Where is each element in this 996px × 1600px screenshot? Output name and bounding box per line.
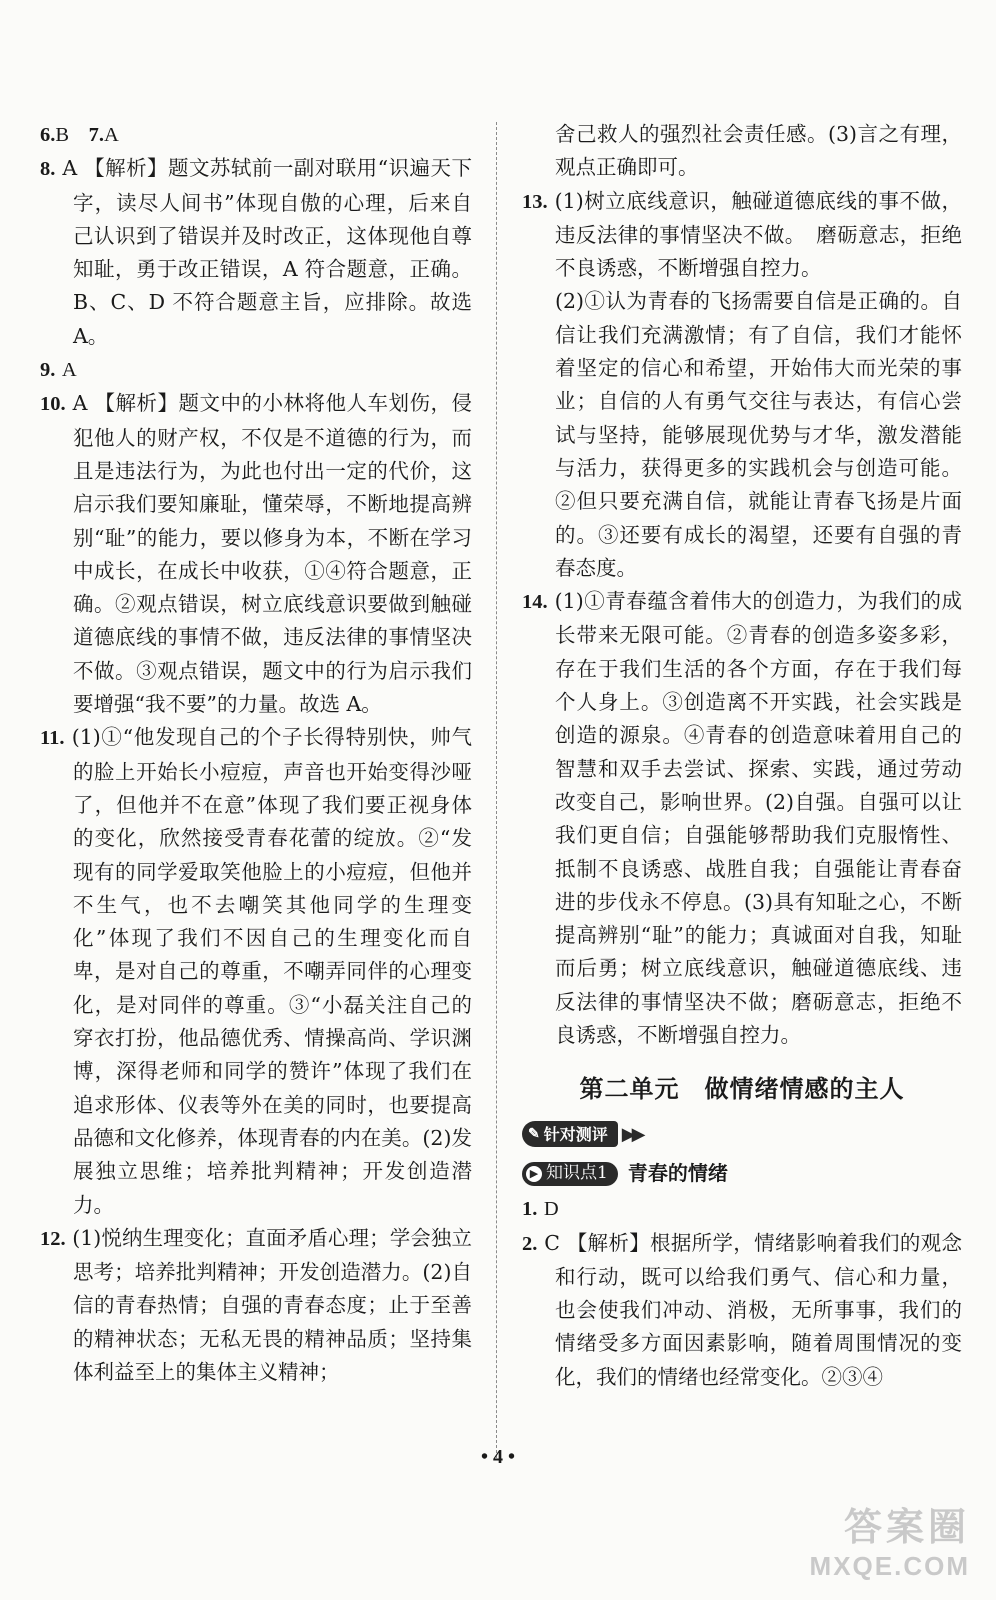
answer-14 [522, 585, 962, 1052]
answer-11 [40, 721, 472, 1221]
answer-12-continued: 舍己救人的强烈社会责任感。(3)言之有理，观点正确即可。 [555, 122, 962, 180]
section-header [522, 1118, 962, 1151]
question-number: 6. [40, 124, 56, 146]
play-icon: ▶ [526, 1166, 542, 1182]
left-column [40, 118, 472, 1389]
answer-2 [522, 1227, 962, 1394]
answer-1 [522, 1192, 962, 1226]
question-number: 8. [40, 158, 56, 181]
answer-text: A 【解析】题文苏轼前一副对联用“识遍天下字，读尽人间书”体现自傲的心理，后来自己认识到了错误并及时改正，这体现他自尊知耻，勇于改正错误，A 符合题意，正确。B、C、D 不符合题意主旨，应排除。故选 A。 [62, 156, 472, 348]
knowledge-point-badge [522, 1162, 618, 1186]
question-number: 13. [522, 190, 548, 213]
answer-text: A [104, 124, 119, 146]
column-divider [496, 122, 497, 1458]
question-number: 11. [40, 727, 65, 750]
watermark-logo-text: 答案圈 [843, 1507, 970, 1549]
question-number: 9. [40, 359, 56, 382]
answer-13-part2: (2)①认为青春的飞扬需要自信是正确的。自信让我们充满激情；有了自信，我们才能怀着坚定的信心和希望，开始伟大而光荣的事业；自信的人有勇气交往与表达，有信心尝试与坚持，能够展现优势与才华，激发潜能与活力，获得更多的实践机会与创造可能。②但只要充满自信，就能让青春飞扬是片面的。③还要有成长的渴望，还要有自强的青春态度。 [555, 289, 962, 580]
answer-13 [522, 185, 962, 286]
answer-text: A [61, 359, 77, 382]
pen-icon: ✎ [528, 1125, 540, 1142]
question-number: 1. [522, 1198, 538, 1221]
question-number: 2. [522, 1232, 538, 1255]
knowledge-point-title: 青春的情绪 [627, 1160, 728, 1185]
knowledge-point-label: 知识点1 [546, 1162, 608, 1183]
answer-text: (1)悦纳生理变化；直面矛盾心理；学会独立思考；培养批判精神；开发创造潜力。(2)自信的青春热情；自强的青春态度；止于至善的精神状态；无私无畏的精神品质；坚持集体利益至上的集体主义精神； [72, 1225, 472, 1384]
answer-12 [40, 1222, 472, 1389]
unit-title: 第二单元 做情绪情感的主人 [579, 1074, 905, 1104]
question-number: 14. [522, 591, 548, 614]
answer-10 [40, 387, 472, 721]
answer-8 [40, 152, 472, 353]
double-arrow-icon: ▶▶ [621, 1123, 642, 1145]
knowledge-point-header [522, 1157, 962, 1190]
answer-text: (1)①青春蕴含着伟大的创造力，为我们的成长带来无限可能。②青春的创造多姿多彩，存在于我们生活的各个方面，存在于我们每个人身上。③创造离不开实践，社会实践是创造的源泉。④青春的创造意味着用自己的智慧和双手去尝试、探索、实践，通过劳动改变自己，影响世界。(2)自强。自强可以让我们更自信；自强能够帮助我们克服惰性、抵制不良诱惑、战胜自我；自强能让青春奋进的步伐永不停息。(3)具有知耻之心，不断提高辨别“耻”的能力；真诚面对自我，知耻而后勇；树立底线意识，触碰道德底线、违反法律的事情坚决不做；磨砺意志，拒绝不良诱惑，不断增强自控力。 [554, 589, 962, 1048]
section-badge-label: 针对测评 [543, 1124, 608, 1144]
question-number: 7. [88, 124, 104, 146]
answer-9 [40, 353, 472, 387]
section-badge [522, 1121, 618, 1147]
question-number: 12. [40, 1227, 66, 1250]
right-column [522, 118, 962, 1394]
question-number: 10. [40, 393, 66, 416]
answer-text: (1)树立底线意识，触碰道德底线的事不做，违反法律的事情坚决不做。 磨砺意志，拒绝不良诱惑，不断增强自控力。 [554, 188, 962, 281]
answer-text: C 【解析】根据所学，情绪影响着我们的观念和行动，既可以给我们勇气、信心和力量，也会使我们冲动、消极，无所事事，我们的情绪受多方面因素影响，随着周围情况的变化，我们的情绪也经常变化。②③④ [544, 1230, 962, 1389]
page-number: • 4 • [480, 1446, 515, 1468]
answer-text: (1)①“他发现自己的个子长得特别快，帅气的脸上开始长小痘痘，声音也开始变得沙哑了，但他并不在意”体现了我们要正视身体的变化，欣然接受青春花蕾的绽放。②“发现有的同学爱取笑他脸上的小痘痘，但他并不生气，也不去嘲笑其他同学的生理变化”体现了我们不因自己的生理变化而自卑，是对自己的尊重，不嘲弄同伴的心理变化，是对同伴的尊重。③“小磊关注自己的穿衣打扮，他品德优秀、情操高尚、学识渊博，深得老师和同学的赞许”体现了我们在追求形体、仪表等外在美的同时，也要提高品德和文化修养，体现青春的内在美。(2)发展独立思维；培养批判精神；开发创造潜力。 [71, 725, 472, 1217]
watermark-url: MXQE.COM [809, 1551, 970, 1581]
watermark [810, 1496, 970, 1582]
answer-text: B [55, 124, 70, 146]
answer-6-7 [40, 118, 472, 152]
answer-text: A 【解析】题文中的小林将他人车划伤，侵犯他人的财产权，不仅是不道德的行为，而且是违法行为，为此也付出一定的代价，这启示我们要知廉耻，懂荣辱，不断地提高辨别“耻”的能力，要以修身为本，不断在学习中成长，在成长中收获，①④符合题意，正确。②观点错误，树立底线意识要做到触碰道德底线的事情不做，违反法律的事情坚决不做。③观点错误，题文中的行为启示我们要增强“我不要”的力量。故选 A。 [72, 391, 472, 717]
answer-text: D [543, 1198, 559, 1221]
